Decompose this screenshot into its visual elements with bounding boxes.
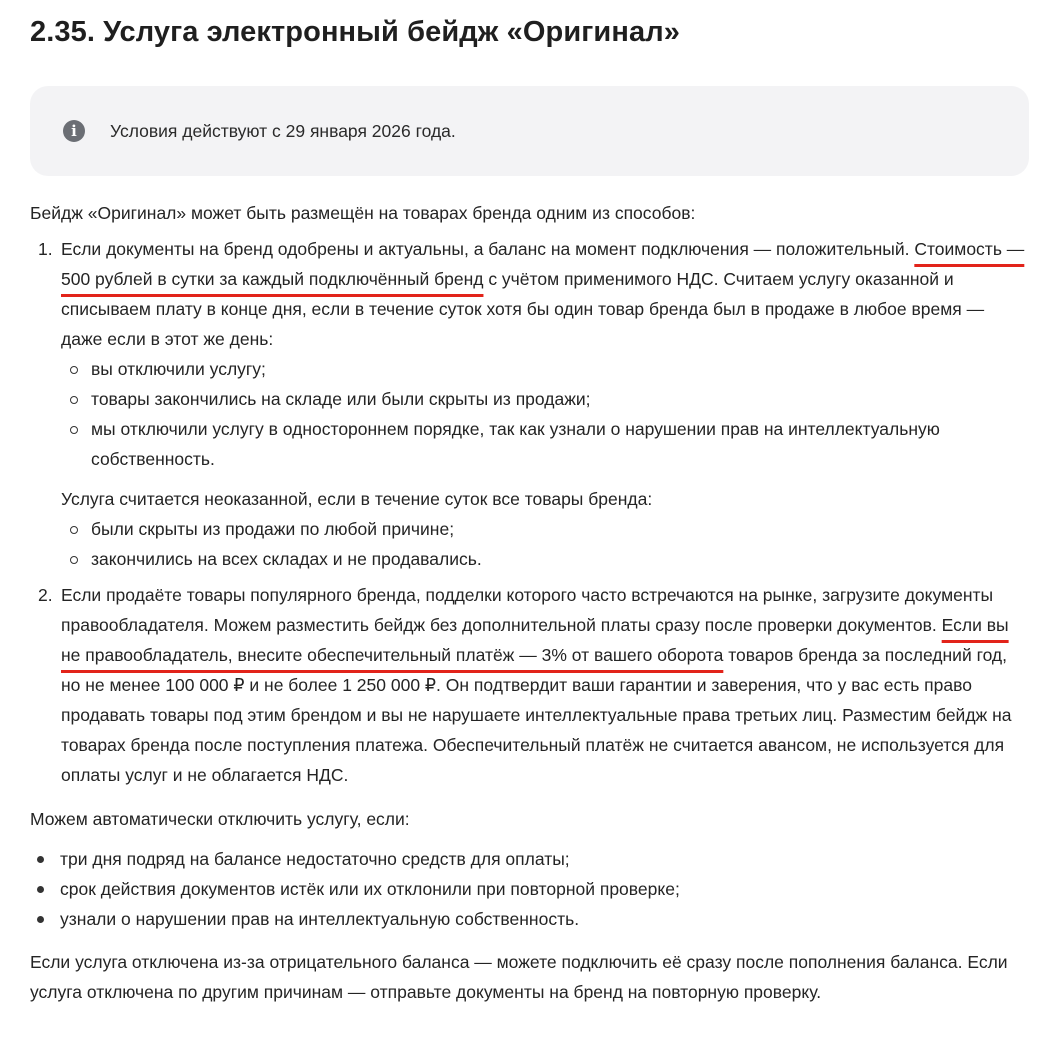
article-body bbox=[30, 198, 1030, 1007]
methods-list bbox=[30, 234, 1030, 790]
info-icon: i bbox=[63, 120, 85, 142]
list-item: закончились на всех складах и не продавались. bbox=[61, 544, 1030, 574]
auto-disable-intro: Можем автоматически отключить услугу, если: bbox=[30, 809, 410, 829]
list-item: товары закончились на складе или были скрыты из продажи; bbox=[61, 384, 1030, 414]
notice-text: Условия действуют с 29 января 2026 года. bbox=[110, 121, 456, 141]
method-2-text-after: товаров бренда за последний год, но не менее 100 000 ₽ и не более 1 250 000 ₽. Он подтвердит ваши гарантии и заверения, что у вас есть право продавать товары под этим брендом и вы не нарушаете интеллектуальные права третьих лиц. Разместим бейдж на товарах бренда после поступления платежа. Обеспечительный платёж не считается авансом, не используется для оплаты услуг и не облагается НДС. bbox=[61, 645, 1012, 785]
method-item-2 bbox=[30, 580, 1030, 790]
auto-disable-list bbox=[30, 844, 1030, 934]
charge-conditions-list bbox=[61, 354, 1030, 474]
method-item-1 bbox=[30, 234, 1030, 574]
list-item: узнали о нарушении прав на интеллектуальную собственность. bbox=[30, 904, 1030, 934]
method-2-text bbox=[61, 580, 1030, 790]
list-item: три дня подряд на балансе недостаточно средств для оплаты; bbox=[30, 844, 1030, 874]
list-item: срок действия документов истёк или их отклонили при повторной проверке; bbox=[30, 874, 1030, 904]
list-number: 1. bbox=[38, 239, 53, 259]
page-title: 2.35. Услуга электронный бейдж «Оригинал» bbox=[30, 16, 680, 48]
list-item: мы отключили услугу в одностороннем порядке, так как узнали о нарушении прав на интеллектуальную собственность. bbox=[61, 414, 1030, 474]
notice-box bbox=[30, 86, 1029, 176]
outro-paragraph: Если услуга отключена из-за отрицательного баланса — можете подключить её сразу после пополнения баланса. Если услуга отключена по другим причинам — отправьте документы на бренд на повторную проверку. bbox=[30, 952, 1008, 1002]
highlighted-price: Стоимость — 500 рублей в сутки за каждый подключённый бренд bbox=[61, 239, 1025, 289]
method-2-text-before: Если продаёте товары популярного бренда, подделки которого часто встречаются на рынке, загрузите документы правообладателя. Можем разместить бейдж без дополнительной платы сразу после проверки документов. bbox=[61, 585, 994, 635]
method-1-text-before: Если документы на бренд одобрены и актуальны, а баланс на момент подключения — положительный. bbox=[61, 239, 915, 259]
method-1-text-after: с учётом применимого НДС. Считаем услугу оказанной и списываем плату в конце дня, если в течение суток хотя бы один товар бренда был в продаже в любое время — даже если в этот же день: bbox=[61, 269, 985, 349]
intro-paragraph: Бейдж «Оригинал» может быть размещён на товарах бренда одним из способов: bbox=[30, 203, 696, 223]
not-provided-list bbox=[61, 514, 1030, 574]
list-item: вы отключили услугу; bbox=[61, 354, 1030, 384]
list-item: были скрыты из продажи по любой причине; bbox=[61, 514, 1030, 544]
highlighted-deposit: Если вы не правообладатель, внесите обеспечительный платёж — 3% от вашего оборота bbox=[61, 615, 1009, 665]
not-provided-intro: Услуга считается неоказанной, если в течение суток все товары бренда: bbox=[61, 489, 653, 509]
list-number: 2. bbox=[38, 585, 53, 605]
method-1-text bbox=[61, 234, 1030, 354]
